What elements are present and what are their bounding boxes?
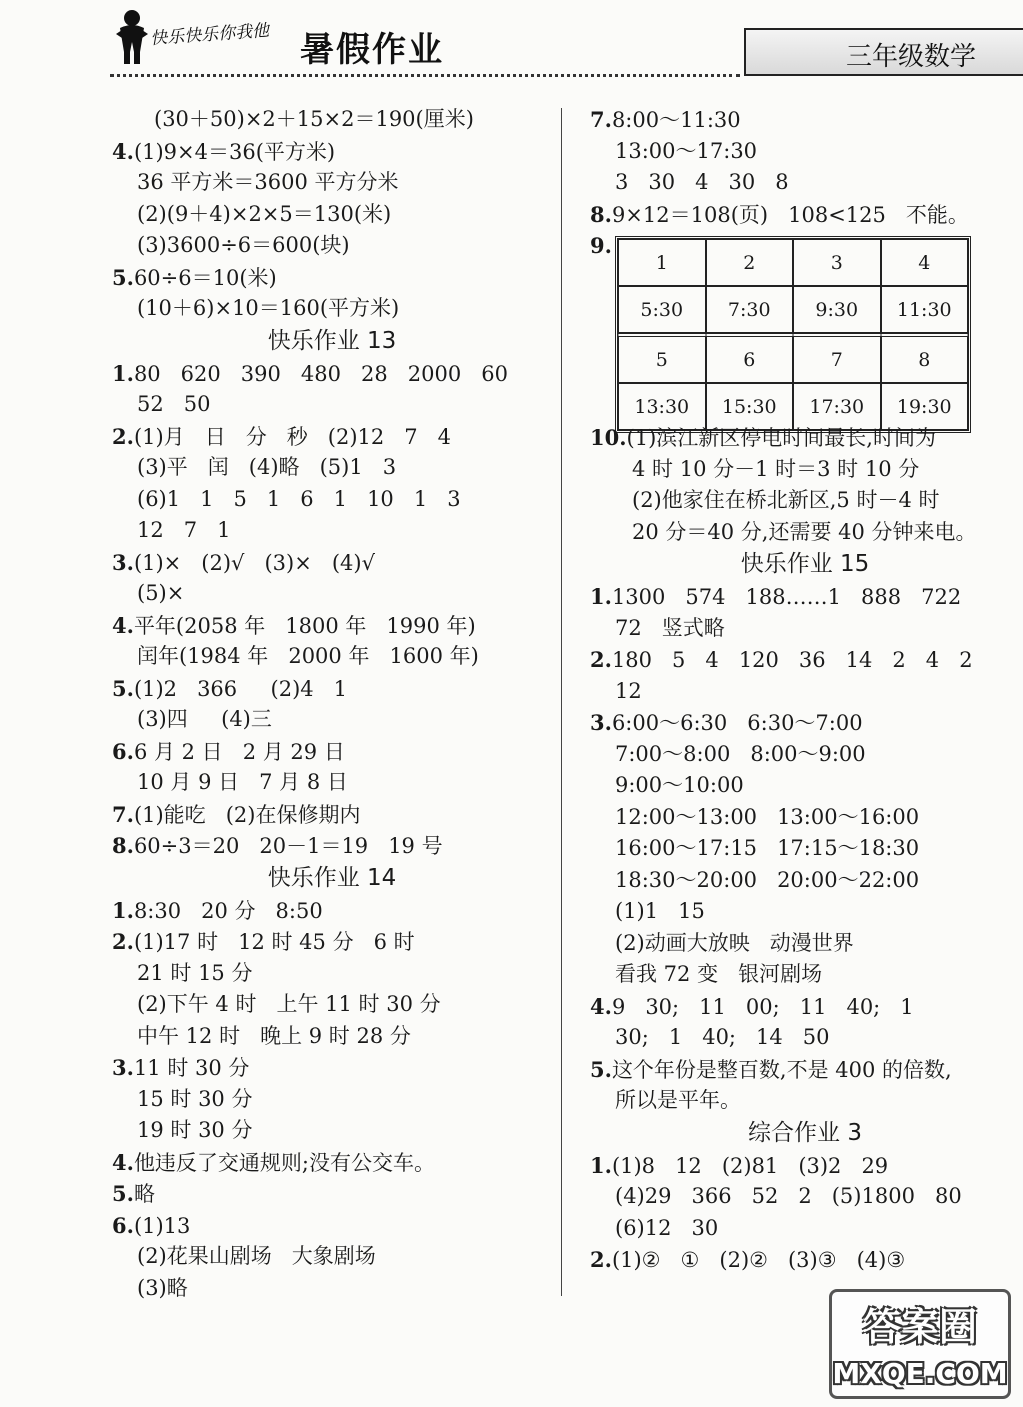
section-title: 综合作业 3 <box>748 1119 862 1146</box>
answer-line <box>112 136 552 168</box>
answer-line <box>112 895 552 927</box>
question-number: 7. <box>112 801 134 827</box>
answer-text: 60÷6＝10(米) <box>133 265 277 290</box>
question-number: 1. <box>112 897 134 923</box>
table-cell: 8 <box>881 333 969 383</box>
column-divider <box>561 108 562 1296</box>
answer-text: (30＋50)×2＋15×2＝190(厘米) <box>154 107 474 131</box>
header-dotted-rule <box>110 74 740 77</box>
answer-text: 略 <box>133 1182 155 1206</box>
answer-line <box>590 865 1020 897</box>
answer-text: 8:30 20 分 8:50 <box>133 898 323 923</box>
table-row <box>618 333 968 383</box>
table-cell: 13:30 <box>618 383 706 430</box>
question-number: 1. <box>112 360 134 386</box>
table-row <box>618 239 968 286</box>
answer-text: (3)平 闰 (4)略 (5)1 3 <box>137 455 397 479</box>
answer-line <box>590 1244 1020 1276</box>
question-number: 2. <box>112 929 134 954</box>
answer-text: 4 时 10 分－1 时＝3 时 10 分 <box>632 456 920 481</box>
question-number: 4. <box>112 138 134 164</box>
answer-text: 7:00～8:00 8:00～9:00 <box>615 741 866 766</box>
watermark-badge <box>829 1289 1011 1399</box>
question-number: 7. <box>590 107 612 132</box>
answer-line <box>590 676 1020 708</box>
answer-line <box>590 613 1020 645</box>
answer-line <box>590 1054 1020 1086</box>
left-column <box>112 104 552 1304</box>
answer-text: 9:00～10:00 <box>615 773 744 797</box>
answer-text: (5)× <box>137 581 185 605</box>
answer-text: 16:00～17:15 17:15～18:30 <box>615 836 920 860</box>
answer-line <box>112 578 552 610</box>
answer-line <box>112 1115 552 1147</box>
question-number: 2. <box>590 1247 612 1272</box>
question-number: 1. <box>590 584 612 609</box>
answer-text: 9 30; 11 00; 11 40; 1 <box>611 994 914 1019</box>
answer-text: 12:00～13:00 13:00～16:00 <box>615 804 920 829</box>
section-title: 快乐作业 13 <box>267 327 397 354</box>
answer-line <box>112 830 552 862</box>
answer-line <box>112 989 552 1021</box>
table-cell: 15:30 <box>706 383 794 430</box>
table-cell: 2 <box>706 239 794 286</box>
table-cell: 5:30 <box>618 286 706 333</box>
answer-text: (2)(9＋4)×2×5＝130(米) <box>137 201 392 226</box>
table-cell: 4 <box>881 239 969 286</box>
question-number: 5. <box>112 675 134 701</box>
question-number: 2. <box>590 647 612 672</box>
table-cell: 17:30 <box>793 383 881 430</box>
answer-line <box>590 422 1020 454</box>
table-cell: 19:30 <box>881 383 969 430</box>
answer-line <box>112 704 552 736</box>
answer-text: (10＋6)×10＝160(平方米) <box>137 296 400 320</box>
table-cell: 11:30 <box>881 286 969 333</box>
answer-line <box>590 1181 1020 1213</box>
answer-text: 13:00～17:30 <box>615 138 758 163</box>
answer-line <box>112 389 552 421</box>
answer-text: (6)12 30 <box>615 1215 719 1240</box>
section-title: 快乐作业 14 <box>267 864 397 891</box>
answer-line <box>590 833 1020 865</box>
answer-text: 3 30 4 30 8 <box>615 170 789 194</box>
answer-line <box>112 1021 552 1053</box>
answer-line <box>590 770 1020 802</box>
answer-text: (1)8 12 (2)81 (3)2 29 <box>611 1153 889 1178</box>
answer-text: 36 平方米＝3600 平方分米 <box>137 170 399 194</box>
answer-text: (2)下午 4 时 上午 11 时 30 分 <box>137 992 441 1016</box>
answer-text: 20 分＝40 分,还需要 40 分钟来电。 <box>632 519 977 544</box>
answer-text: (2)花果山剧场 大象剧场 <box>137 1244 376 1268</box>
answer-line <box>590 802 1020 834</box>
answer-line <box>112 1147 552 1179</box>
answer-line <box>590 928 1020 960</box>
question-number: 5. <box>112 1181 134 1206</box>
question-number: 8. <box>590 201 612 227</box>
answer-line <box>112 1210 552 1242</box>
answer-text: (1)17 时 12 时 45 分 6 时 <box>133 930 415 954</box>
answer-text: (6)1 1 5 1 6 1 10 1 3 <box>137 486 461 511</box>
answer-text: (3)略 <box>137 1275 188 1300</box>
answer-line <box>112 515 552 547</box>
answer-line <box>590 136 1020 168</box>
answer-text: 这个年份是整百数,不是 400 的倍数, <box>611 1057 952 1082</box>
answer-line <box>112 293 552 325</box>
question-number: 4. <box>112 612 134 638</box>
answer-line <box>590 991 1020 1023</box>
grade-box <box>744 28 1023 76</box>
page-header <box>0 0 1023 80</box>
answer-text: 52 50 <box>137 392 211 416</box>
answer-line <box>590 104 1020 136</box>
question-number: 9. <box>590 233 612 258</box>
answer-text: 60÷3＝20 20－1＝19 19 号 <box>133 834 443 858</box>
answer-text: (1)月 日 分 秒 (2)12 7 4 <box>133 424 452 449</box>
answer-line <box>112 736 552 768</box>
table-cell: 9:30 <box>793 286 881 333</box>
schedule-table <box>615 236 971 433</box>
answer-line <box>590 1213 1020 1245</box>
answer-line <box>112 610 552 642</box>
answer-text: 9×12＝108(页) 108<125 不能。 <box>611 202 969 227</box>
answer-line <box>112 230 552 262</box>
answer-text: (1)能吃 (2)在保修期内 <box>133 802 361 827</box>
section-title: 快乐作业 15 <box>740 551 870 577</box>
answer-text: (2)动画大放映 动漫世界 <box>615 930 854 955</box>
mascot-logo-icon <box>112 8 152 66</box>
answer-line <box>590 959 1020 991</box>
right-column-bottom <box>590 422 1020 1276</box>
question-number: 10. <box>590 425 627 450</box>
answer-line <box>590 739 1020 771</box>
question-number: 2. <box>112 423 134 449</box>
answer-line <box>112 799 552 831</box>
answer-line <box>112 1052 552 1084</box>
grade-label: 三年级数学 <box>846 42 977 72</box>
answer-line <box>112 1178 552 1210</box>
answer-line <box>112 199 552 231</box>
answer-text: 6:00～6:30 6:30～7:00 <box>611 711 863 735</box>
question-number: 3. <box>590 710 612 735</box>
answer-line <box>590 199 1020 231</box>
logo-script-text: 快乐快乐你我他 <box>149 20 270 50</box>
answer-text: 他违反了交通规则;没有公交车。 <box>133 1150 436 1175</box>
answer-text: 21 时 15 分 <box>137 960 253 985</box>
answer-line <box>112 104 552 136</box>
answer-text: (1)× (2)√ (3)× (4)√ <box>133 550 375 575</box>
answer-text: (1)② ① (2)② (3)③ (4)③ <box>611 1248 906 1272</box>
table-cell: 6 <box>706 333 794 383</box>
answer-text: (4)29 366 52 2 (5)1800 80 <box>615 1184 962 1208</box>
answer-text: 180 5 4 120 36 14 2 4 2 <box>611 648 973 672</box>
answer-line <box>112 958 552 990</box>
answer-text: (1)1 15 <box>615 899 705 923</box>
answer-text: 15 时 30 分 <box>137 1086 253 1111</box>
answer-line <box>112 484 552 516</box>
table-cell: 5 <box>618 333 706 383</box>
answer-text: 80 620 390 480 28 2000 60 <box>133 361 508 386</box>
answer-text: 8:00～11:30 <box>611 108 741 132</box>
answer-line <box>590 1085 1020 1117</box>
answer-line <box>112 673 552 705</box>
answer-text: (2)他家住在桥北新区,5 时－4 时 <box>632 488 940 512</box>
answer-line <box>112 767 552 799</box>
answer-text: 12 <box>615 678 642 703</box>
answer-line <box>112 262 552 294</box>
answer-line <box>112 358 552 390</box>
answer-text: (1)13 <box>133 1213 191 1238</box>
header-title: 暑假作业 <box>300 30 444 70</box>
answer-line <box>112 452 552 484</box>
watermark-bottom-text: MXQE.COM <box>832 1357 1008 1390</box>
answer-line <box>590 454 1020 486</box>
answer-line <box>112 167 552 199</box>
answer-line <box>590 644 1020 676</box>
answer-text: 72 竖式略 <box>615 615 725 640</box>
answer-text: (1)2 366 (2)4 1 <box>133 676 348 701</box>
answer-text: 1300 574 188……1 888 722 <box>611 585 962 609</box>
answer-line <box>112 1084 552 1116</box>
answer-line <box>590 1022 1020 1054</box>
answer-text: (1)滨江新区停电时间最长,时间为 <box>626 426 936 450</box>
table-cell: 3 <box>793 239 881 286</box>
answer-text: 看我 72 变 银河剧场 <box>615 962 823 986</box>
answer-text: 19 时 30 分 <box>137 1118 253 1142</box>
answer-text: 所以是平年。 <box>615 1088 741 1112</box>
question-number: 4. <box>112 1149 134 1175</box>
answer-line <box>590 896 1020 928</box>
answer-text: 10 月 9 日 7 月 8 日 <box>137 770 348 794</box>
answer-line <box>590 517 1020 549</box>
answer-line <box>590 1150 1020 1182</box>
answer-text: 6 月 2 日 2 月 29 日 <box>133 739 345 764</box>
table-row <box>618 286 968 333</box>
answer-text: 18:30～20:00 20:00～22:00 <box>615 867 920 892</box>
answer-text: (1)9×4＝36(平方米) <box>133 139 336 164</box>
answer-text: 11 时 30 分 <box>133 1056 250 1080</box>
answer-line <box>112 421 552 453</box>
question-number: 6. <box>112 1212 134 1238</box>
answer-line <box>590 167 1020 199</box>
question-number: 4. <box>590 993 612 1019</box>
answer-text: 30; 1 40; 14 50 <box>615 1025 830 1049</box>
answer-text: 平年(2058 年 1800 年 1990 年) <box>133 613 476 638</box>
question-number: 5. <box>112 264 134 290</box>
answer-text: 12 7 1 <box>137 518 231 542</box>
answer-line <box>590 707 1020 739</box>
answer-line <box>590 581 1020 613</box>
question-number: 1. <box>590 1152 612 1178</box>
question-number: 3. <box>112 1055 134 1080</box>
question-number: 3. <box>112 549 134 575</box>
answer-line <box>112 547 552 579</box>
answer-text: 闰年(1984 年 2000 年 1600 年) <box>137 644 479 668</box>
watermark-top-text: 答案圈 <box>862 1305 977 1349</box>
question-number: 5. <box>590 1056 612 1082</box>
question-number: 8. <box>112 833 134 858</box>
answer-text: 中午 12 时 晚上 9 时 28 分 <box>137 1023 411 1048</box>
table-cell: 1 <box>618 239 706 286</box>
question-number: 6. <box>112 738 134 764</box>
answer-text: (3)四 (4)三 <box>137 707 272 731</box>
answer-line <box>590 485 1020 517</box>
answer-line <box>112 926 552 958</box>
table-cell: 7:30 <box>706 286 794 333</box>
answer-text: (3)3600÷6＝600(块) <box>137 233 350 257</box>
table-cell: 7 <box>793 333 881 383</box>
answer-line <box>112 1273 552 1305</box>
answer-line <box>112 641 552 673</box>
answer-line <box>112 1241 552 1273</box>
